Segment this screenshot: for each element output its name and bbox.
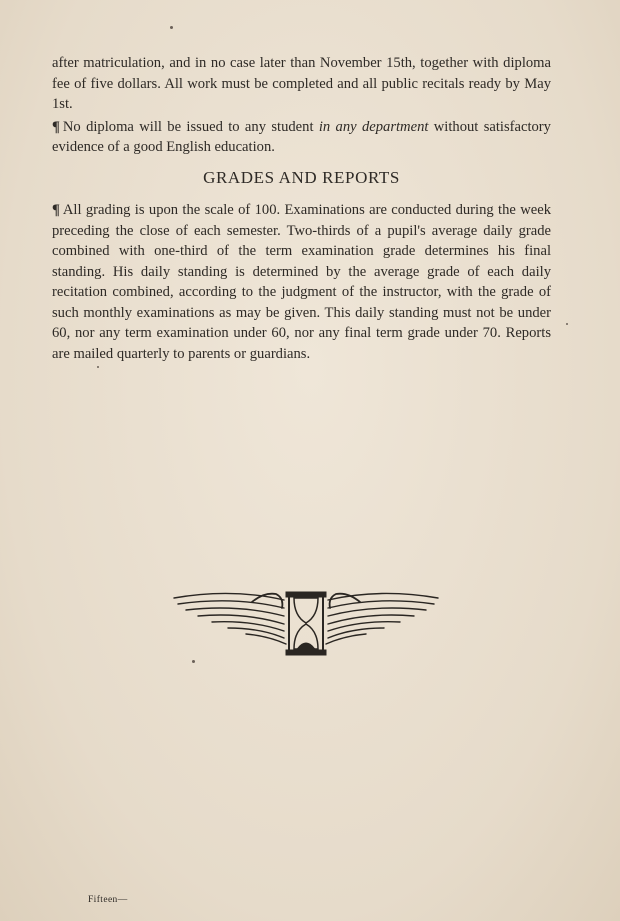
emphasized-phrase: in any department (318, 118, 429, 135)
grades-section (52, 200, 551, 366)
pilcrow-icon: ¶ (52, 202, 60, 218)
page-number: Fifteen— (88, 895, 128, 905)
paragraph-text: All grading is upon the scale of 100. Examinations are conducted during the week preceding the close of each semester. Two-thirds of a pupil's average daily grade combined with one-third of the term examination grade determines his final standing. His daily standing is determined by the average grade of each daily recitation combined, according to the judgment of the instructor, with the grade of such monthly examinations as may be given. This daily standing must not be under 60, nor any term examination under 60, nor any final term grade under 70. Reports are mailed quarterly to parents or guardians. (52, 202, 551, 362)
winged-hourglass-icon (172, 586, 440, 662)
paragraph-text-end: without satisfactory evidence of a good English education. (52, 118, 551, 155)
paper-speck (566, 323, 568, 325)
section-heading: GRADES AND REPORTS (203, 168, 400, 187)
paragraph-grading (52, 200, 551, 364)
paragraph-diploma-requirement (52, 117, 551, 158)
paper-speck (97, 366, 99, 368)
continued-text (52, 53, 551, 160)
paragraph-text-start: No diploma will be issued to any student (62, 118, 319, 135)
paragraph-diploma-fee (52, 53, 551, 115)
paper-speck (192, 660, 195, 663)
pilcrow-icon: ¶ (52, 118, 60, 135)
paper-speck (170, 26, 173, 29)
paragraph-text: after matriculation, and in no case later than November 15th, together with diploma fee of five dollars. All work must be completed and all public recitals ready by May 1st. (52, 55, 551, 112)
